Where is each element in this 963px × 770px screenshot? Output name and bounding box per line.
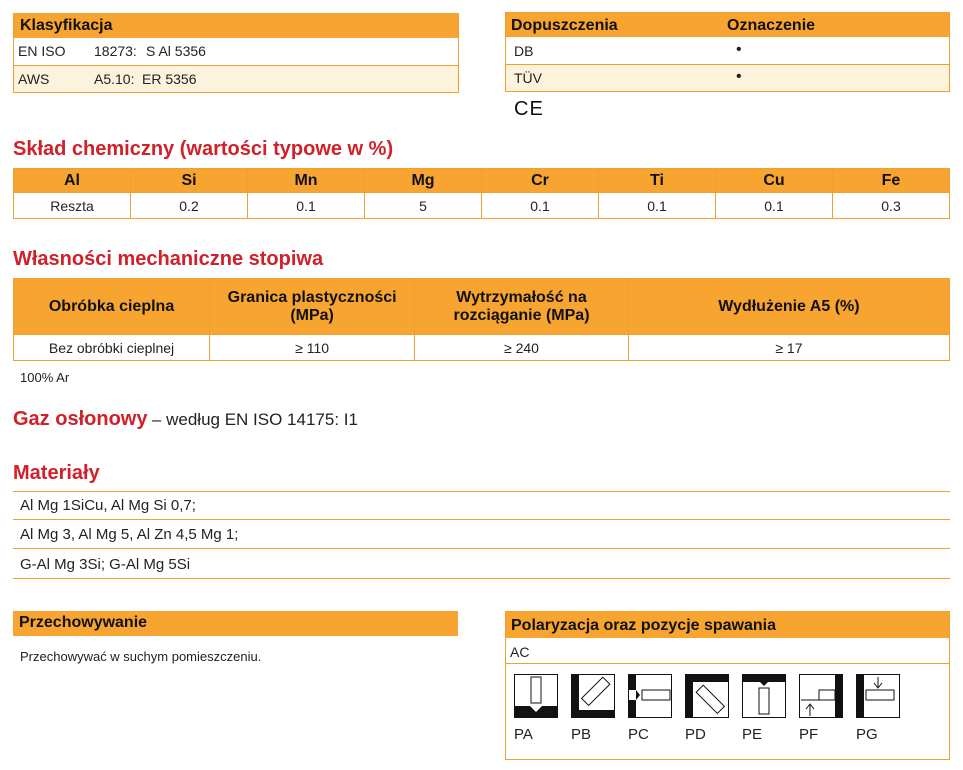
position-pg-icon [856, 674, 900, 718]
polaryzacja-header [506, 612, 949, 638]
element-header: Al [14, 169, 131, 193]
gaz-text: – według EN ISO 14175: I1 [151, 410, 358, 429]
element-header: Cr [482, 169, 599, 193]
position-pd-icon [685, 674, 729, 718]
element-value: 0.1 [482, 193, 599, 219]
approval-row [506, 65, 949, 91]
classification-standard: AWS [18, 71, 50, 87]
material-item: Al Mg 3, Al Mg 5, Al Zn 4,5 Mg 1; [20, 526, 239, 543]
dopuszczenia-col1: Dopuszczenia [511, 17, 618, 34]
current-type: AC [510, 644, 530, 660]
mech-value: Bez obróbki cieplnej [14, 335, 210, 361]
mech-header: Wytrzymałość na rozciąganie (MPa) [415, 279, 629, 335]
divider [13, 548, 950, 549]
classification-standard: EN ISO [18, 43, 66, 59]
mech-value: ≥ 17 [628, 335, 949, 361]
wlasnosci-table [13, 278, 950, 361]
element-value: 0.2 [131, 193, 248, 219]
material-item: Al Mg 1SiCu, Al Mg Si 0,7; [20, 497, 196, 514]
element-header: Si [131, 169, 248, 193]
element-header: Mg [365, 169, 482, 193]
approval-row [506, 38, 949, 65]
position-label: PG [856, 726, 878, 743]
oznaczenie-col2: Oznaczenie [727, 17, 816, 34]
position-label: PF [799, 726, 819, 743]
storage-text: Przechowywać w suchym pomieszczeniu. [20, 649, 262, 664]
wlasnosci-title: Własności mechaniczne stopiwa [13, 248, 324, 270]
approval-mark: • [736, 41, 742, 58]
dopuszczenia-box [505, 12, 950, 92]
approval-mark: • [736, 68, 742, 85]
klasyfikacja-title: Klasyfikacja [20, 17, 113, 34]
position-label: PD [685, 726, 706, 743]
mech-header: Obróbka cieplna [14, 279, 210, 335]
element-value: 0.1 [248, 193, 365, 219]
classification-code: A5.10: [94, 71, 135, 87]
mech-value: ≥ 240 [415, 335, 629, 361]
dopuszczenia-header [506, 13, 949, 37]
klasyfikacja-row [14, 66, 458, 92]
mech-header: Granica plastyczności (MPa) [210, 279, 415, 335]
element-value: Reszta [14, 193, 131, 219]
element-header: Cu [716, 169, 833, 193]
ce-mark-icon: CE [514, 98, 544, 120]
element-header: Mn [248, 169, 365, 193]
polaryzacja-box [505, 611, 950, 760]
gaz-line [13, 408, 358, 431]
approval-name: DB [514, 43, 534, 59]
element-value: 0.3 [833, 193, 950, 219]
classification-value: S Al 5356 [146, 43, 206, 59]
klasyfikacja-header [14, 14, 458, 38]
position-pf-icon [799, 674, 843, 718]
position-pa-icon [514, 674, 558, 718]
sklad-title: Skład chemiczny (wartości typowe w %) [13, 138, 394, 160]
material-item: G-Al Mg 3Si; G-Al Mg 5Si [20, 556, 191, 573]
element-header: Ti [599, 169, 716, 193]
position-label: PA [514, 726, 533, 743]
classification-code: 18273: [94, 43, 137, 59]
approval-name: TÜV [514, 70, 542, 86]
divider [506, 663, 949, 664]
position-label: PB [571, 726, 592, 743]
klasyfikacja-box [13, 13, 459, 93]
position-pb-icon [571, 674, 615, 718]
shielding-note: 100% Ar [20, 370, 70, 385]
przechowywanie-header [13, 611, 458, 636]
position-label: PE [742, 726, 763, 743]
gaz-title: Gaz osłonowy [13, 408, 148, 430]
position-label: PC [628, 726, 649, 743]
element-value: 0.1 [716, 193, 833, 219]
sklad-table [13, 168, 950, 219]
position-pe-icon [742, 674, 786, 718]
klasyfikacja-row [14, 39, 458, 66]
mech-value: ≥ 110 [210, 335, 415, 361]
element-value: 5 [365, 193, 482, 219]
mech-header: Wydłużenie A5 (%) [628, 279, 949, 335]
przechowywanie-title: Przechowywanie [19, 614, 148, 631]
element-value: 0.1 [599, 193, 716, 219]
materialy-title: Materiały [13, 462, 100, 484]
element-header: Fe [833, 169, 950, 193]
polaryzacja-title: Polaryzacja oraz pozycje spawania [511, 617, 777, 634]
divider [13, 491, 950, 492]
classification-value: ER 5356 [142, 71, 197, 87]
divider [13, 519, 950, 520]
divider [13, 578, 950, 579]
position-pc-icon [628, 674, 672, 718]
